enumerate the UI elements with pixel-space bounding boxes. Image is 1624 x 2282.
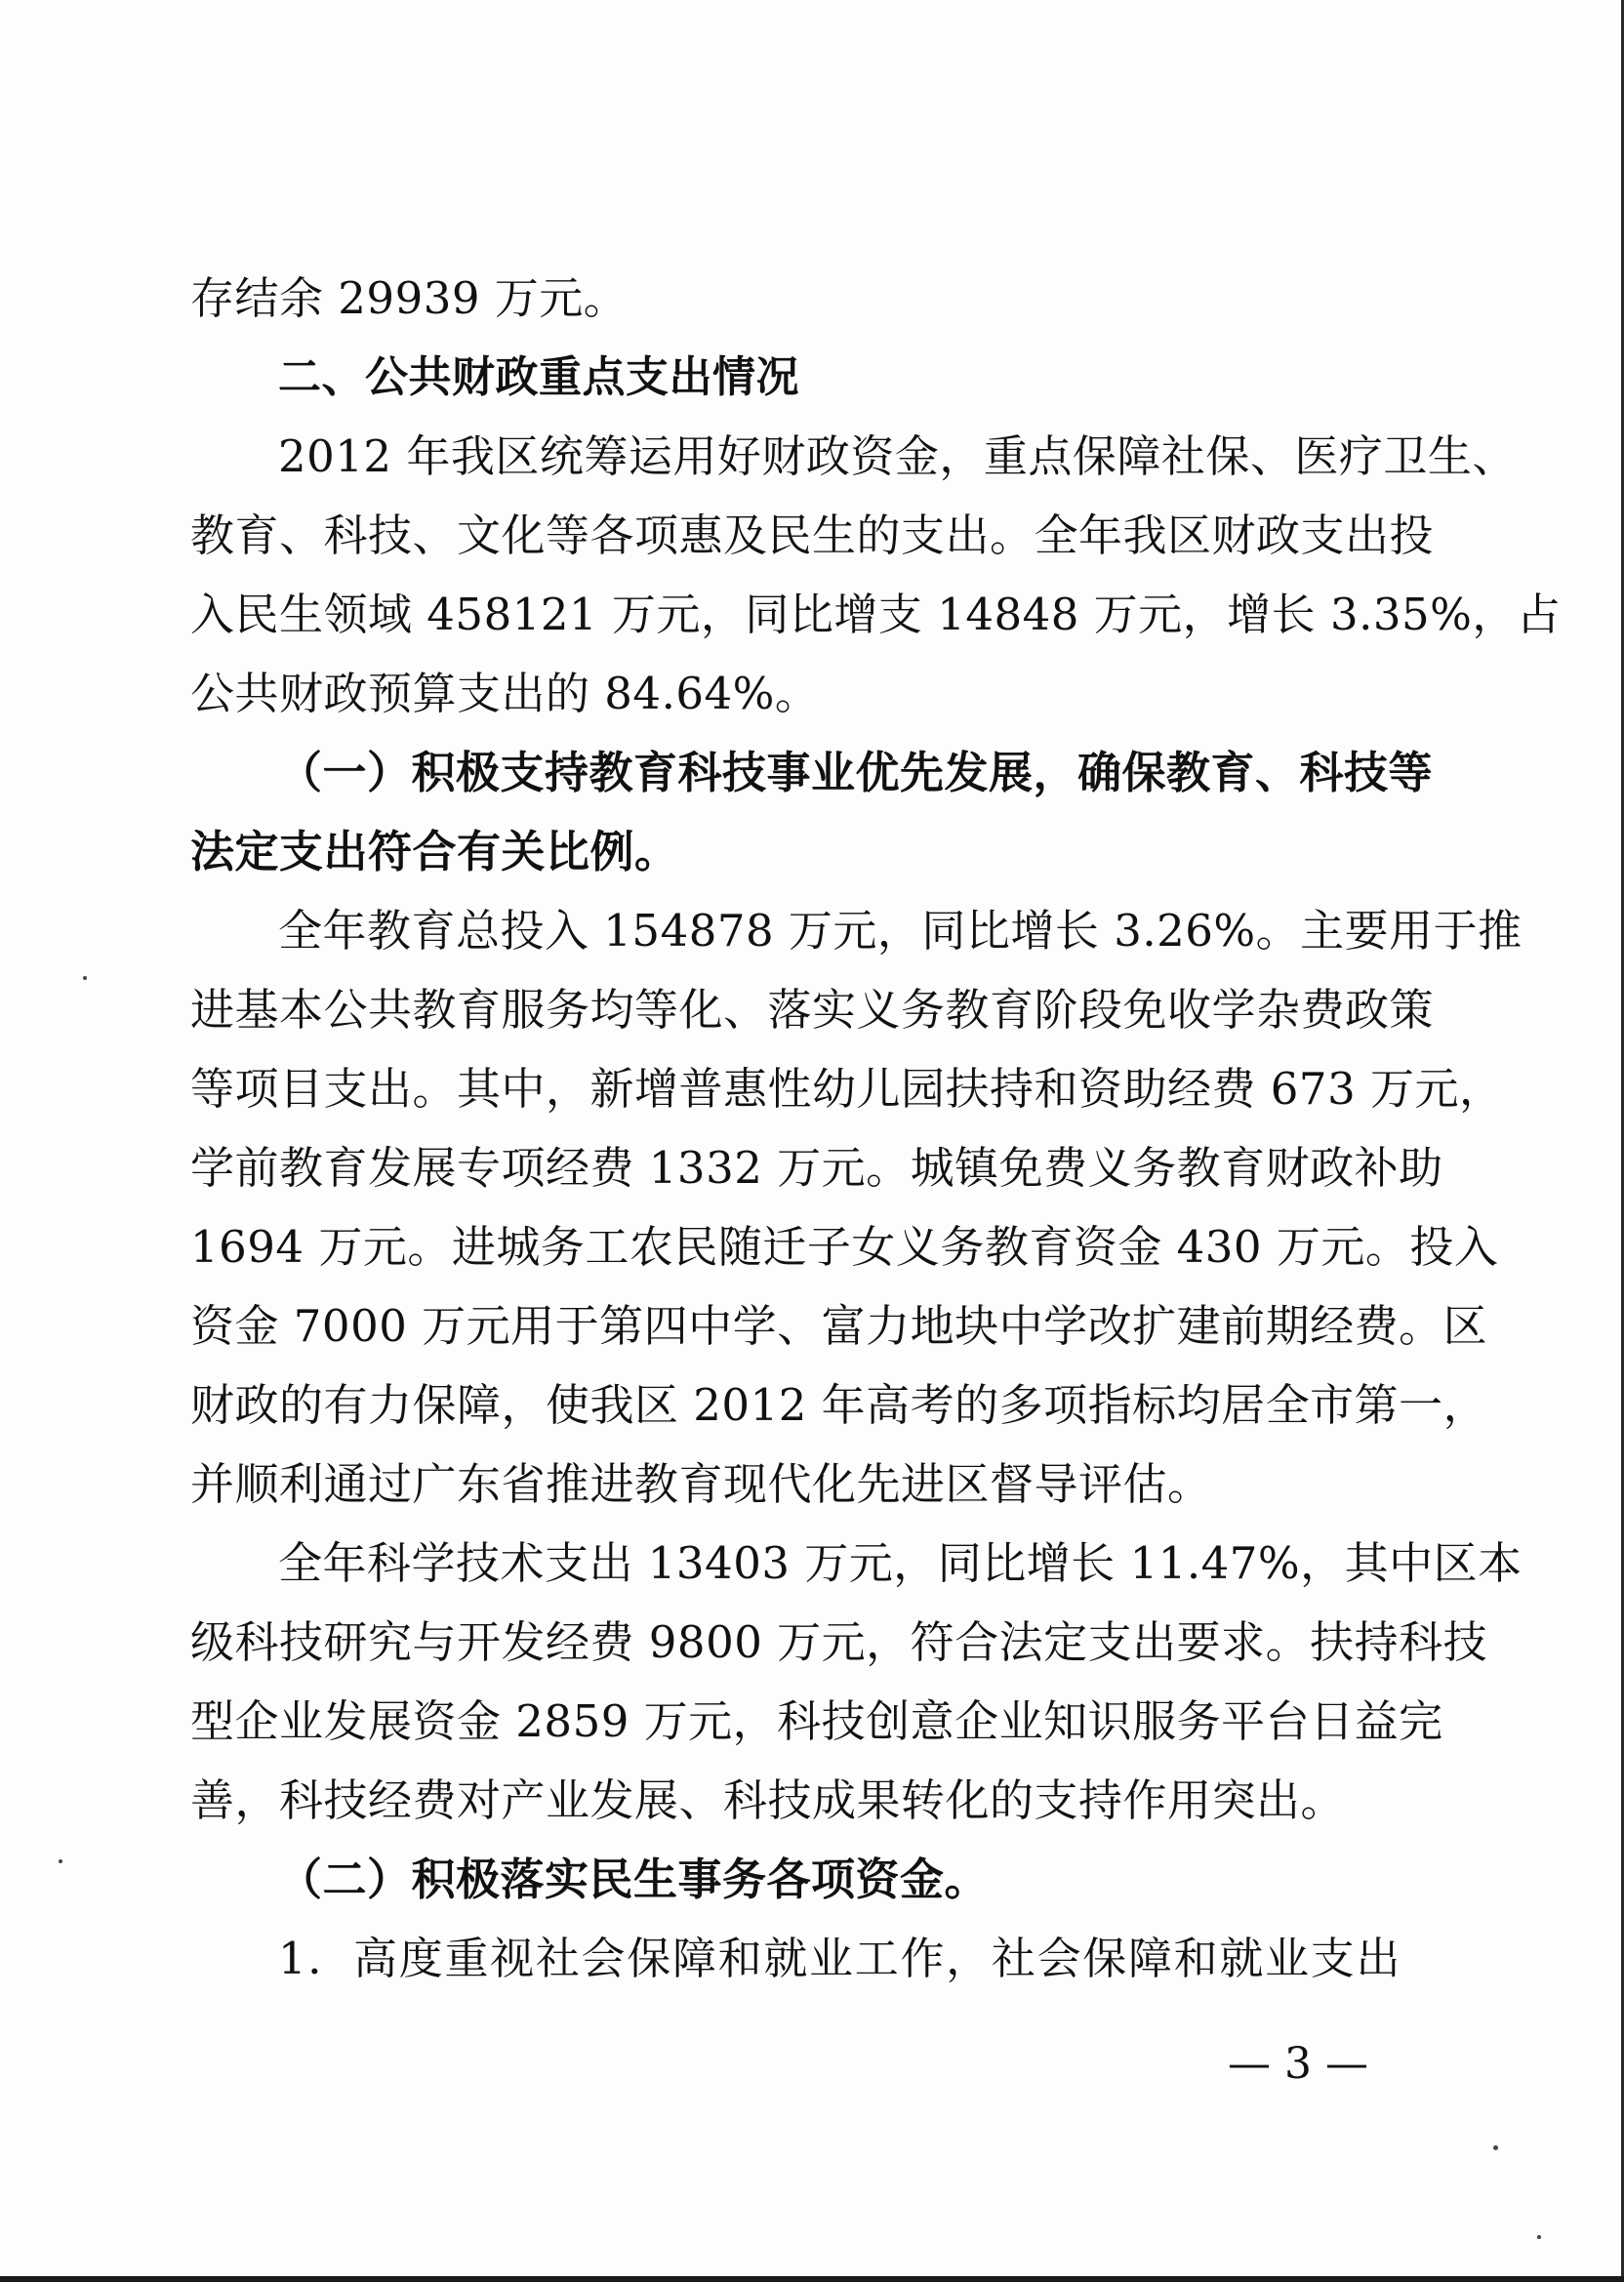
- subsection-heading: （二）积极落实民生事务各项资金。: [278, 1854, 990, 1905]
- subsection-heading-continued: 法定支出符合有关比例。: [190, 826, 679, 877]
- scan-speck: [1537, 2235, 1541, 2239]
- text-line: 1694 万元。进城务工农民随迁子女义务教育资金 430 万元。投入: [190, 1221, 1499, 1273]
- scan-speck: [59, 1859, 62, 1863]
- text-line: 全年教育总投入 154878 万元，同比增长 3.26%。主要用于推: [278, 905, 1522, 957]
- text-line: 公共财政预算支出的 84.64%。: [190, 668, 820, 719]
- text-line: 型企业发展资金 2859 万元，科技创意企业知识服务平台日益完: [190, 1695, 1443, 1747]
- text-line: 进基本公共教育服务均等化、落实义务教育阶段免收学杂费政策: [190, 984, 1435, 1036]
- scan-speck: [1493, 2145, 1498, 2150]
- text-line: 学前教育发展专项经费 1332 万元。城镇免费义务教育财政补助: [190, 1142, 1443, 1194]
- text-line: 善，科技经费对产业发展、科技成果转化的支持作用突出。: [190, 1774, 1346, 1826]
- section-heading: 二、公共财政重点支出情况: [278, 352, 799, 402]
- text-line: 级科技研究与开发经费 9800 万元，符合法定支出要求。扶持科技: [190, 1616, 1488, 1668]
- text-line: 存结余 29939 万元。: [190, 272, 629, 324]
- scan-speck: [83, 976, 87, 980]
- text-line: 入民生领域 458121 万元，同比增支 14848 万元，增长 3.35%，占: [190, 589, 1562, 640]
- scan-edge-bottom: [0, 2276, 1624, 2282]
- text-line: 2012 年我区统筹运用好财政资金，重点保障社保、医疗卫生、: [278, 430, 1517, 482]
- subsection-heading: （一）积极支持教育科技事业优先发展，确保教育、科技等: [278, 747, 1434, 798]
- text-line: 全年科学技术支出 13403 万元，同比增长 11.47%，其中区本: [278, 1537, 1522, 1589]
- text-line: 并顺利通过广东省推进教育现代化先进区督导评估。: [190, 1458, 1212, 1510]
- text-line: 财政的有力保障，使我区 2012 年高考的多项指标均居全市第一，: [190, 1379, 1488, 1431]
- document-body: [190, 259, 1562, 1998]
- page-number: — 3 —: [1228, 2039, 1368, 2089]
- text-line: 资金 7000 万元用于第四中学、富力地块中学改扩建前期经费。区: [190, 1300, 1488, 1352]
- text-line: 等项目支出。其中，新增普惠性幼儿园扶持和资助经费 673 万元，: [190, 1063, 1504, 1115]
- numbered-item: 1．高度重视社会保障和就业工作，社会保障和就业支出: [278, 1933, 1401, 1984]
- text-line: 教育、科技、文化等各项惠及民生的支出。全年我区财政支出投: [190, 509, 1435, 561]
